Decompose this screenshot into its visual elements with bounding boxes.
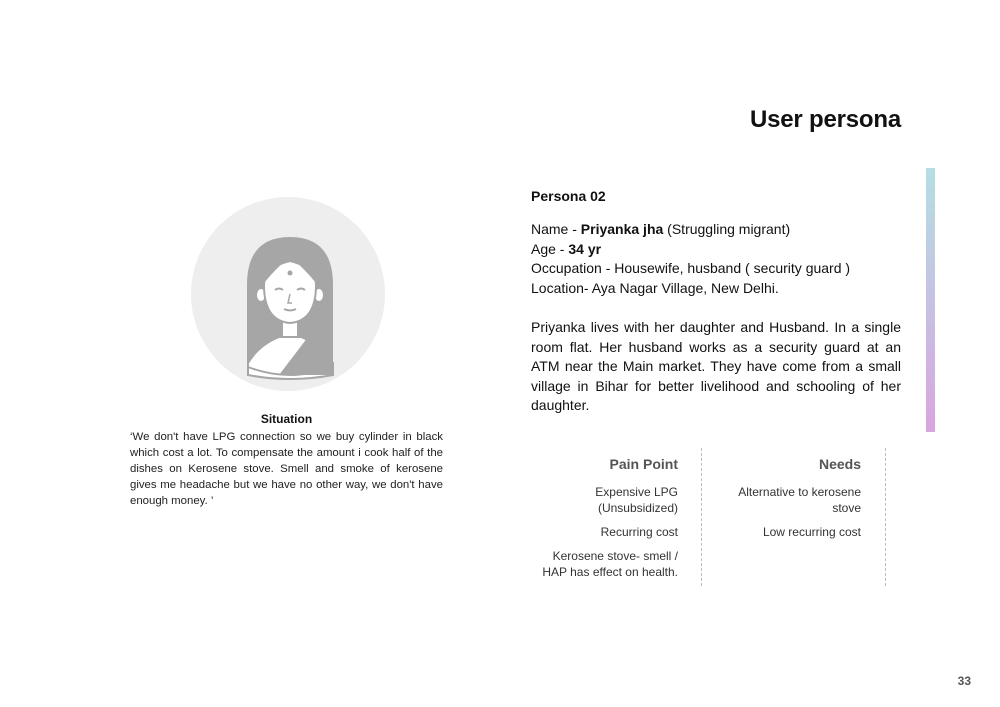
situation-title: Situation <box>260 412 313 426</box>
needs-heading: Needs <box>818 456 861 472</box>
situation-quote: ‘We don't have LPG connection so we buy cylinder in black which cost a lot. To compensate the amount i cook half of the dishes on Kerosene stove. Smell and smoke of kerosene gives me headache but we have no other way, we don't have enough money. ’ <box>130 431 443 507</box>
pain-point-column <box>531 456 678 588</box>
pain-point-item: Kerosene stove- smell / HAP has effect on health. <box>542 549 678 579</box>
accent-bar <box>926 168 935 432</box>
persona-age: 34 yr <box>568 240 602 257</box>
needs-item: Low recurring cost <box>762 525 861 539</box>
occupation-line: Occupation - Housewife, husband ( security guard ) <box>531 260 851 276</box>
page-title: User persona <box>750 106 901 133</box>
name-prefix: Name - <box>531 221 581 237</box>
persona-name: Priyanka jha <box>580 221 664 237</box>
age-line <box>531 240 901 260</box>
persona-label: Persona 02 <box>531 188 606 204</box>
column-divider <box>701 448 702 586</box>
needs-item: Alternative to kerosene stove <box>738 485 861 515</box>
persona-info <box>531 220 901 298</box>
pain-point-item: Recurring cost <box>600 525 678 539</box>
name-line <box>531 220 901 240</box>
age-prefix: Age - <box>531 240 569 257</box>
column-divider <box>885 448 886 586</box>
name-suffix: (Struggling migrant) <box>663 221 791 237</box>
pain-point-heading: Pain Point <box>609 456 678 472</box>
persona-story: Priyanka lives with her daughter and Husband. In a single room flat. Her husband works as a security guard at an ATM near the Main market. They have come from a small village in Bihar for better livelihood and schooling of her daughter. <box>531 319 901 413</box>
location-line: Location- Aya Nagar Village, New Delhi. <box>531 279 779 296</box>
page-number: 33 <box>957 674 971 688</box>
pain-point-item: Expensive LPG (Unsubsidized) <box>595 485 678 515</box>
needs-column <box>718 456 861 548</box>
woman-avatar-icon <box>191 197 385 391</box>
